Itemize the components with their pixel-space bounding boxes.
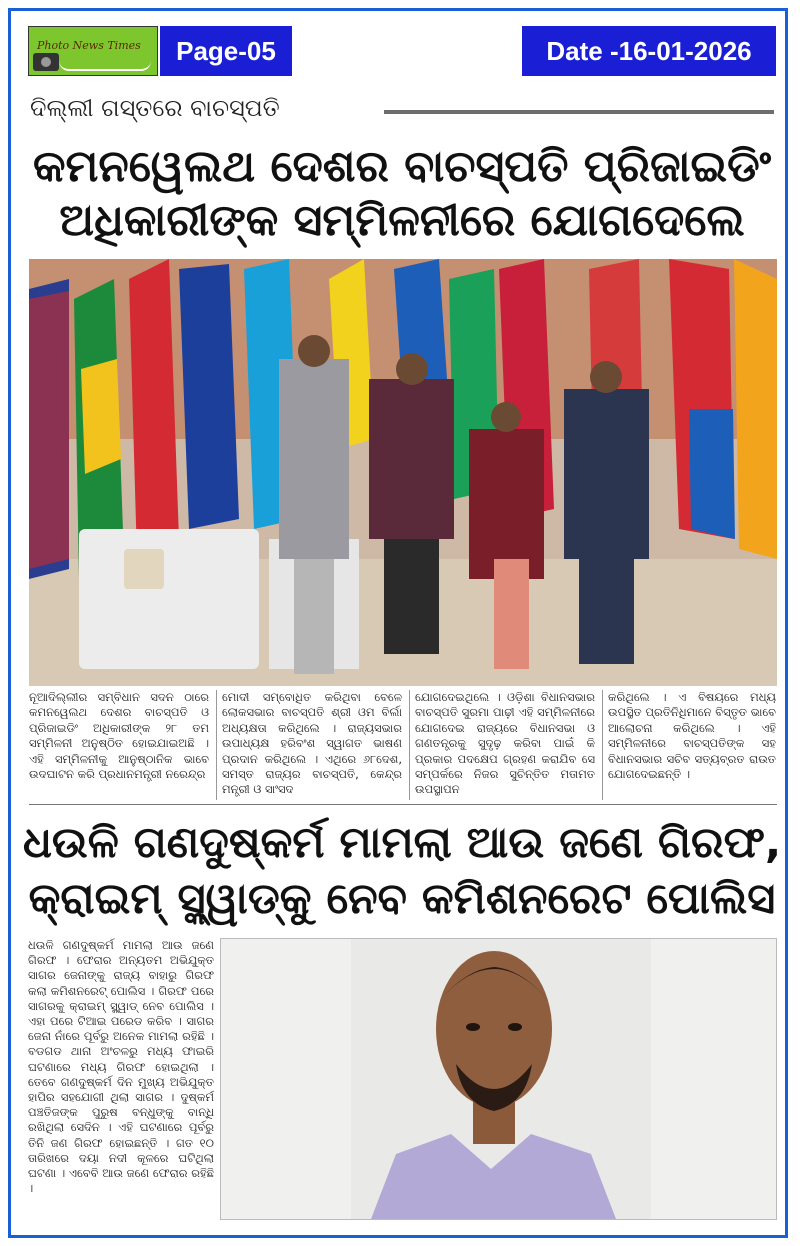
- accused-portrait: [221, 939, 776, 1219]
- story2-photo: [220, 938, 777, 1220]
- story1-kicker: ଦିଲ୍ଲୀ ଗସ୍ତରେ ବାଚସ୍ପତି: [30, 94, 280, 122]
- story1-body: [29, 690, 777, 800]
- story1-column-4: କରିଥିଲେ । ଏ ବିଷୟରେ ମଧ୍ୟ ଉପସ୍ଥିତ ପ୍ରତିନିଧିମାନେ ବିସ୍ତୃତ ଭାବେ ଆଲୋଚନା କରିଥିଲେ । ଏହି ସମ୍ମିଳନୀରେ ବାଚସ୍ପତିଙ୍କ ସହ ବିଧାନସଭାର ସଚିବ ସତ୍ୟବ୍ରତ ରାଉତ ଯୋଗଦେଇଛନ୍ତି ।: [608, 690, 776, 782]
- story1-column-2: ମୋଦୀ ସମ୍ବୋଧିତ କରିଥିବା ବେଳେ ଲୋକସଭାର ବାଚସ୍ପତି ଶ୍ରୀ ଓମ ବିର୍ଲା ଅଧ୍ୟକ୍ଷତା କରିଥିଲେ । ରାଜ୍ୟସଭାର ଉପାଧ୍ୟକ୍ଷ ହରିବଂଶ ସ୍ୱାଗତ ଭାଷଣ ପ୍ରଦାନ କରିଥିଲେ । ଏଥିରେ ୬୮ଦେଶ, ସମସ୍ତ ରାଜ୍ୟର ବାଚସ୍ପତି, କେନ୍ଦ୍ର ମନ୍ତ୍ରୀ ଓ ସାଂସଦ: [222, 690, 402, 797]
- story2-headline-line2: କ୍ରାଇମ୍ ସ୍କ୍ୱାଡ୍‌କୁ ନେବ କମିଶନରେଟ ପୋଲିସ: [28, 874, 776, 924]
- story2-body: ଧଉଳି ଗଣଦୁଷ୍କର୍ମ ମାମଲା ଆଉ ଜଣେ ଗିରଫ । ଫେରାର ଅନ୍ୟତମ ଅଭିଯୁକ୍ତ ସାଗର ଜେନାଙ୍କୁ ରାଜ୍ୟ ବାହାରୁ ଗିରଫ କଲା କମିଶନରେଟ୍ ପୋଲିସ । ଗିରଫ ପରେ ସାଗରକୁ କ୍ରାଇମ୍ ସ୍କ୍ୱାଡ୍ ନେବ ପୋଲିସ । ଏହା ପରେ ଟିଆଇ ପରେଡ କରିବ । ସାଗର ଜେନା ନାଁରେ ପୂର୍ବରୁ ଅନେକ ମାମଲା ରହିଛି । ବଡଗଡ ଥାନା ଅଂଚଳରୁ ମଧ୍ୟ ଫାଇରି ଘଟଣାରେ ମଧ୍ୟ ଗିରଫ ହୋଇଥିଲା । ତେବେ ଗଣଦୁଷ୍କର୍ମ ଦିନ ମୁଖ୍ୟ ଅଭିଯୁକ୍ତ ହାପିର ସହଯୋଗୀ ଥିଲା ସାଗର । ଦୁଷ୍କର୍ମ ପଞ୍ଚତିଜଙ୍କ ପୁରୁଷ ବନ୍ଧୁଙ୍କୁ ବାନ୍ଧି ରଖିଥିଲା ସେଦିନ । ଏହି ଘଟଣାରେ ପୂର୍ବରୁ ତିନି ଜଣ ଗିରଫ ହୋଇଛନ୍ତି । ଗତ ୧୦ ତାରିଖରେ ଦୟା ନଦୀ କୂଳରେ ଘଟିଥିଲା ଘଟଣା । ଏବେବି ଆଉ ଜଣେ ଫେରାର ରହିଛି ।: [28, 938, 214, 1196]
- story-divider: [29, 804, 777, 805]
- newspaper-logo: [28, 26, 158, 76]
- logo-text: Photo News Times: [37, 39, 141, 52]
- story1-headline-line2: ଅଧିକାରୀଙ୍କ ସମ୍ମିଳନୀରେ ଯୋଗଦେଲେ: [59, 195, 745, 246]
- story2-headline-line1: ଧଉଳି ଗଣଦୁଷ୍କର୍ମ ମାମଲା ଆଉ ଜଣେ ଗିରଫ,: [22, 818, 782, 868]
- kicker-rule: [384, 110, 774, 114]
- page-number: Page-05: [160, 26, 292, 76]
- issue-date: Date -16-01-2026: [522, 26, 776, 76]
- story1-column-3: ଯୋଗଦେଇଥିଲେ । ଓଡ଼ିଶା ବିଧାନସଭାର ବାଚସ୍ପତି ସୁରମା ପାଢ଼ୀ ଏହି ସମ୍ମିଳନୀରେ ଯୋଗଦେଇ ରାଜ୍ୟରେ ବିଧାନସଭା ଓ ଗଣତନ୍ତ୍ରକୁ ସୁଦୃଢ଼ କରିବା ପାଇଁ କି ପ୍ରକାର ପଦକ୍ଷେପ ଗ୍ରହଣ କରାଯିବ ସେ ସମ୍ପର୍କରେ ନିଜର ସୁଚିନ୍ତିତ ମତାମତ ଉପସ୍ଥାପନ: [415, 690, 595, 797]
- column-separator: [409, 690, 410, 800]
- story1-column-1: ନୂଆଦିଲ୍ଲୀର ସମ୍ବିଧାନ ସଦନ ଠାରେ କମନୱେଲଥ ଦେଶର ବାଚସ୍ପତି ଓ ପ୍ରିଜାଇଡିଂ ଅଧିକାରୀଙ୍କ ୨୮ ତମ ସମ୍ମିଳନୀ ଅନୁଷ୍ଠିତ ହୋଇଯାଇଅଛି । ଏହି ସମ୍ମିଳନୀକୁ ଆନୁଷ୍ଠାନିକ ଭାବେ ଉଦଘାଟନ କରି ପ୍ରଧାନମନ୍ତ୍ରୀ ନରେନ୍ଦ୍ର: [29, 690, 209, 782]
- story1-photo: [29, 259, 777, 686]
- flags-group-photo: [29, 259, 777, 686]
- logo-swoosh: [59, 61, 151, 71]
- column-separator: [216, 690, 217, 800]
- camera-icon: [33, 53, 59, 71]
- story1-headline-line1: କମନୱେଲଥ ଦେଶର ବାଚସ୍ପତି ପ୍ରିଜାଇଡିଂ: [32, 141, 772, 192]
- column-separator: [602, 690, 603, 800]
